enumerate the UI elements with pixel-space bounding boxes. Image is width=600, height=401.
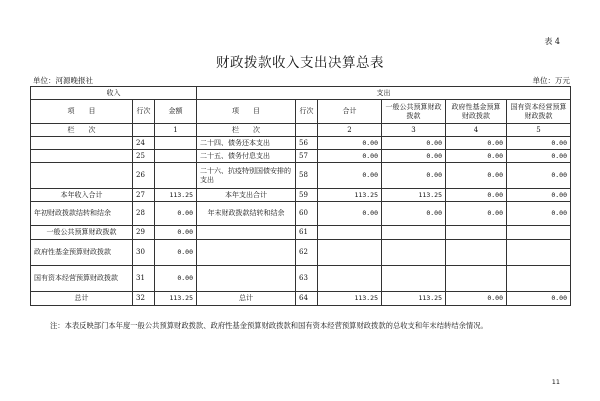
income-row-no: 28 [133,202,155,226]
income-row-no: 30 [133,240,155,266]
income-item: 政府性基金预算财政拨款 [31,240,133,266]
table-row [31,266,571,292]
income-amount: 0.00 [155,202,197,226]
total-value: 113.25 [318,292,382,306]
expense-item: 本年支出合计 [197,189,296,202]
income-amount: 0.00 [155,240,197,266]
expense-row-no: 58 [296,163,318,189]
expense-row-no: 63 [296,266,318,292]
expense-item: 二十四、债务还本支出 [197,137,296,150]
header-income-row-no: 行次 [133,100,155,124]
total-value: 0.00 [318,202,382,226]
table-row [31,240,571,266]
expense-row-no: 57 [296,150,318,163]
page-number: 11 [551,378,560,386]
total-value: 113.25 [318,189,382,202]
income-item: 年初财政拨款结转和结余 [31,202,133,226]
state-value: 0.00 [507,292,571,306]
general-value [382,266,446,292]
expense-item [197,266,296,292]
total-value [318,240,382,266]
table-row [31,137,571,150]
header-amount: 金额 [155,100,197,124]
general-value: 0.00 [382,163,446,189]
fiscal-summary-table [30,86,571,306]
col-index-expense-label: 栏 次 [197,124,296,137]
table-row [31,163,571,189]
income-item: 本年收入合计 [31,189,133,202]
expense-item: 年末财政拨款结转和结余 [197,202,296,226]
income-item: 国有资本经营预算财政拨款 [31,266,133,292]
income-row-no: 32 [133,292,155,306]
general-value [382,240,446,266]
general-value [382,226,446,240]
header-expense-row-no: 行次 [296,100,318,124]
general-value: 113.25 [382,189,446,202]
expense-row-no: 64 [296,292,318,306]
income-row-no: 25 [133,150,155,163]
income-row-no: 29 [133,226,155,240]
col-index-general: 3 [382,124,446,137]
general-value: 113.25 [382,292,446,306]
fund-value [446,266,507,292]
header-income-item: 项 目 [31,100,133,124]
expense-row-no: 62 [296,240,318,266]
fund-value: 0.00 [446,137,507,150]
fund-value: 0.00 [446,202,507,226]
unit-currency: 单位：万元 [532,76,570,85]
general-value: 0.00 [382,150,446,163]
income-item: 总计 [31,292,133,306]
income-amount [155,137,197,150]
header-fund-budget: 政府性基金预算财政拨款 [446,100,507,124]
fund-value [446,240,507,266]
expense-item: 二十五、债务付息支出 [197,150,296,163]
expense-item: 二十六、抗疫特别国债安排的支出 [197,163,296,189]
col-index-state: 5 [507,124,571,137]
income-amount: 0.00 [155,266,197,292]
general-value: 0.00 [382,137,446,150]
table-row [31,150,571,163]
expense-row-no: 56 [296,137,318,150]
table-row [31,292,571,306]
income-row-no: 24 [133,137,155,150]
income-amount [155,150,197,163]
expense-item [197,226,296,240]
table-number: 表 4 [544,37,560,46]
col-index-label: 栏 次 [31,124,133,137]
header-total: 合计 [318,100,382,124]
col-index-total: 2 [318,124,382,137]
income-item [31,163,133,189]
expense-row-no: 60 [296,202,318,226]
income-item: 一般公共预算财政拨款 [31,226,133,240]
income-row-no: 26 [133,163,155,189]
income-amount: 113.25 [155,189,197,202]
income-amount: 0.00 [155,226,197,240]
fund-value: 0.00 [446,292,507,306]
col-index-amount: 1 [155,124,197,137]
total-value: 0.00 [318,137,382,150]
state-value [507,240,571,266]
state-value [507,266,571,292]
header-general-budget: 一般公共预算财政拨款 [382,100,446,124]
col-index-fund: 4 [446,124,507,137]
income-amount: 113.25 [155,292,197,306]
table-row [31,202,571,226]
unit-organization: 单位：河源晚报社 [33,76,93,85]
state-value: 0.00 [507,163,571,189]
table-row [31,189,571,202]
expense-item: 总计 [197,292,296,306]
state-value [507,226,571,240]
state-value: 0.00 [507,202,571,226]
income-amount [155,163,197,189]
fund-value [446,226,507,240]
fund-value: 0.00 [446,163,507,189]
col-index-blank [133,124,155,137]
general-value: 0.00 [382,202,446,226]
footnote: 注：本表反映部门本年度一般公共预算财政拨款、政府性基金预算财政拨款和国有资本经营预算财政拨款的总收支和年末结转结余情况。 [50,321,488,330]
state-value: 0.00 [507,150,571,163]
header-state-capital-budget: 国有资本经营预算财政拨款 [507,100,571,124]
income-item [31,150,133,163]
fund-value: 0.00 [446,150,507,163]
expense-item [197,240,296,266]
expense-row-no: 61 [296,226,318,240]
income-row-no: 31 [133,266,155,292]
state-value: 0.00 [507,189,571,202]
total-value [318,266,382,292]
expense-section-header: 支出 [197,87,571,100]
page-title: 财政拨款收入支出决算总表 [216,55,384,71]
header-expense-item: 项 目 [197,100,296,124]
income-row-no: 27 [133,189,155,202]
income-section-header: 收入 [31,87,197,100]
table-row [31,226,571,240]
state-value: 0.00 [507,137,571,150]
total-value [318,226,382,240]
expense-row-no: 59 [296,189,318,202]
total-value: 0.00 [318,163,382,189]
total-value: 0.00 [318,150,382,163]
fund-value: 0.00 [446,189,507,202]
income-item [31,137,133,150]
col-index-blank [296,124,318,137]
